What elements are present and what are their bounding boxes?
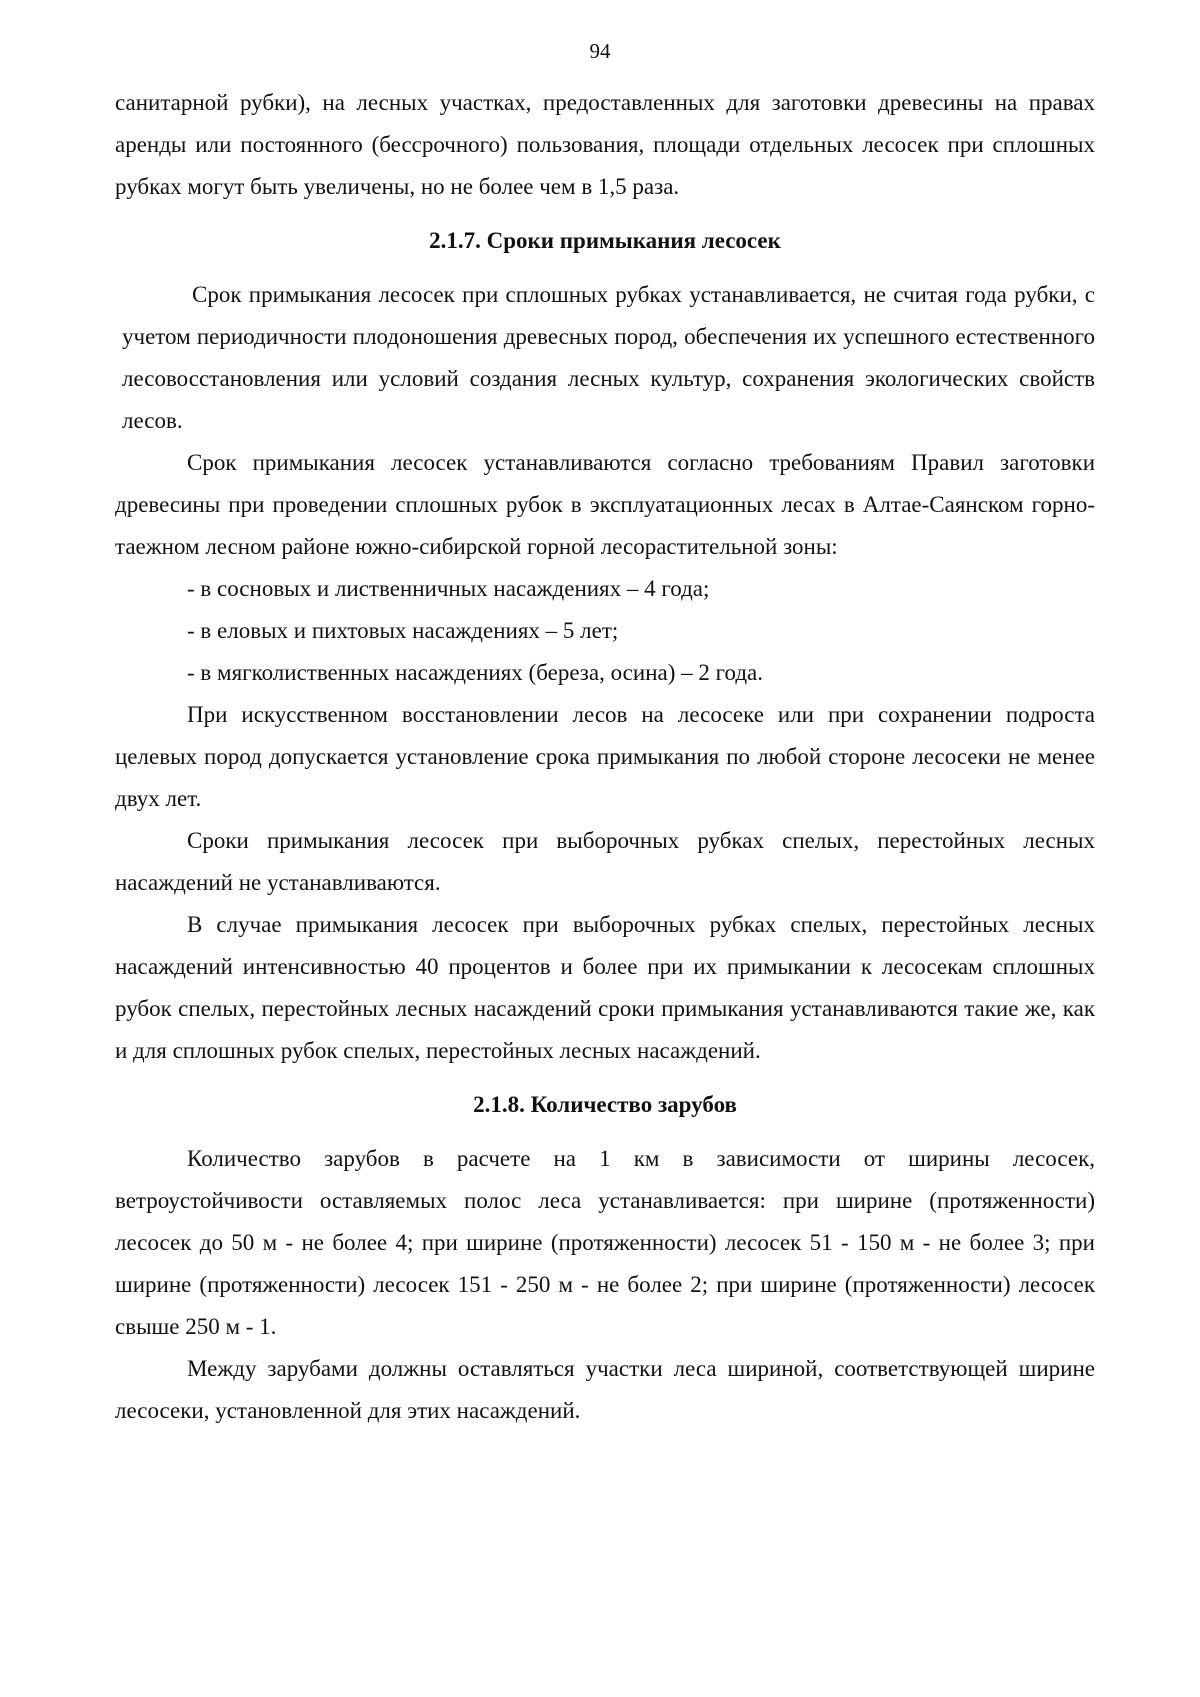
section-heading-2-1-8: 2.1.8. Количество зарубов [473,1092,737,1117]
paragraph-cut-count: Количество зарубов в расчете на 1 км в зависимости от ширины лесосек, ветроустойчивости оставляемых полос леса устанавливается: при ширине (протяженности) лесосек до 50 м - не более 4; при ширине (протяженности) лесосек 51 - 150 м - не более 3; при ширине (протяженности) лесосек 151 - 250 м - не более 2; при ширине (протяженности) лесосек свыше 250 м - 1. [115,1146,1095,1339]
list-item-pine-larch: - в сосновых и лиственничных насаждениях – 4 года; [187,576,710,601]
list-item-softwood: - в мягколиственных насаждениях (береза, осина) – 2 года. [187,660,763,685]
paragraph-artificial-restoration: При искусственном восстановлении лесов на лесосеке или при сохранении подроста целевых пород допускается установление срока примыкания по любой стороне лесосеки не менее двух лет. [115,702,1095,811]
paragraph-forest-strips: Между зарубами должны оставляться участки леса шириной, соответствующей ширине лесосеки, установленной для этих насаждений. [115,1356,1095,1423]
list-item-spruce-fir: - в еловых и пихтовых насаждениях – 5 лет; [187,618,619,643]
paragraph-rules-reference: Срок примыкания лесосек устанавливаются согласно требованиям Правил заготовки древесины при проведении сплошных рубок в эксплуатационных лесах в Алтае-Саянском горно-таежном лесном районе южно-сибирской горной лесорастительной зоны: [115,450,1095,559]
paragraph-continuation: санитарной рубки), на лесных участках, предоставленных для заготовки древесины на правах аренды или постоянного (бессрочного) пользования, площади отдельных лесосек при сплошных рубках могут быть увеличены, но не более чем в 1,5 раза. [115,90,1095,199]
section-heading-2-1-7: 2.1.7. Сроки примыкания лесосек [429,228,781,253]
page-body [115,82,1095,1432]
page-number: 94 [589,39,611,63]
paragraph-selective-cutting: Сроки примыкания лесосек при выборочных рубках спелых, перестойных лесных насаждений не устанавливаются. [115,828,1095,895]
paragraph-adjacency-period: Срок примыкания лесосек при сплошных рубках устанавливается, не считая года рубки, с учетом периодичности плодоношения древесных пород, обеспечения их успешного естественного лесовосстановления или условий создания лесных культур, сохранения экологических свойств лесов. [122,282,1095,433]
paragraph-adjacency-case: В случае примыкания лесосек при выборочных рубках спелых, перестойных лесных насаждений интенсивностью 40 процентов и более при их примыкании к лесосекам сплошных рубок спелых, перестойных лесных насаждений сроки примыкания устанавливаются такие же, как и для сплошных рубок спелых, перестойных лесных насаждений. [115,912,1095,1063]
